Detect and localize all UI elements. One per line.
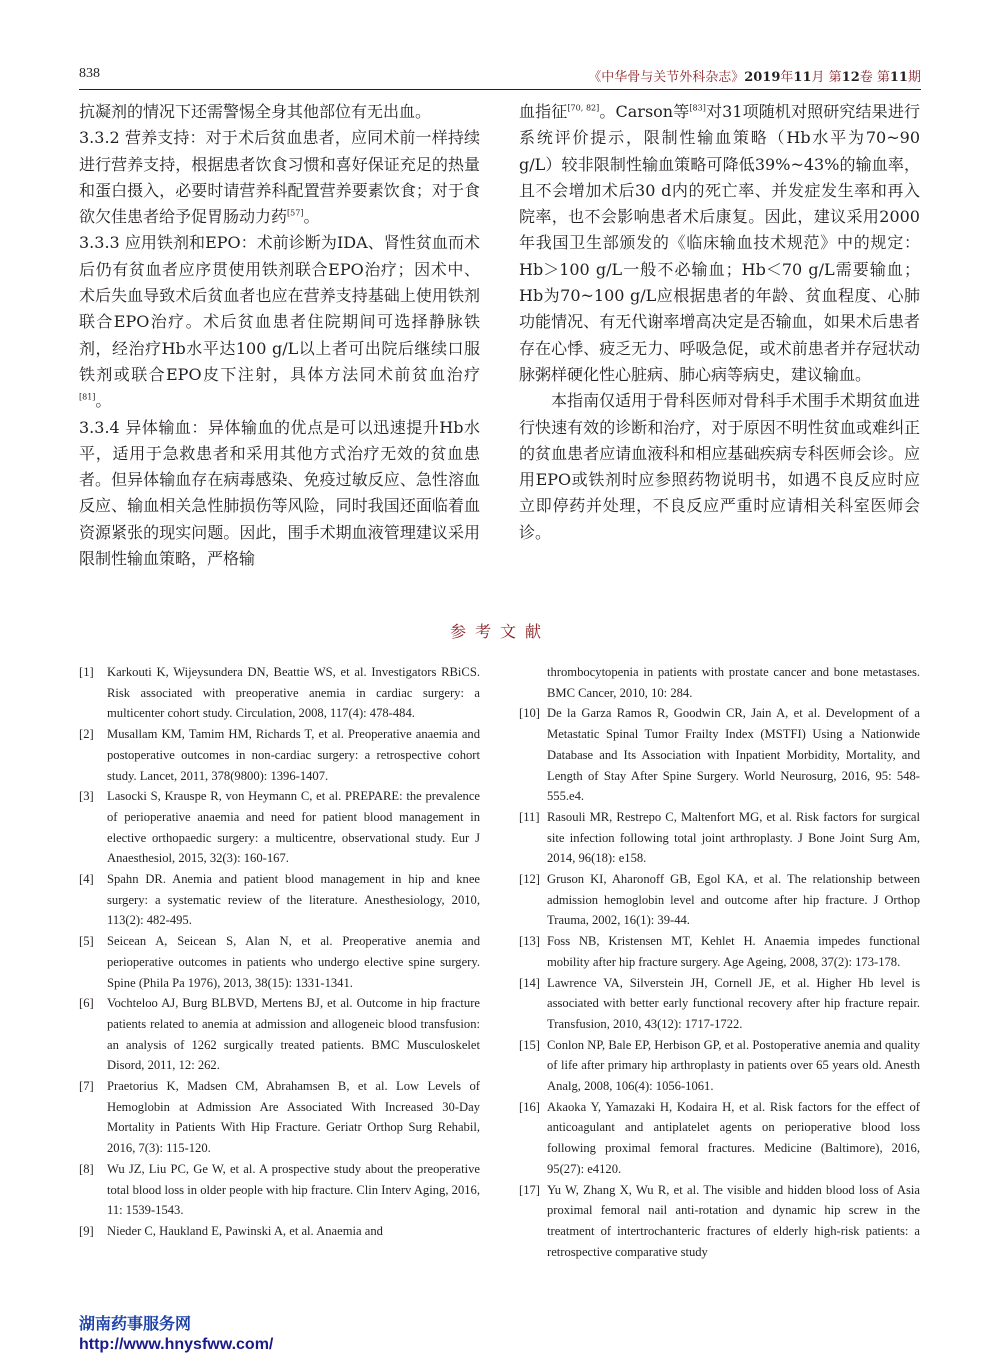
reference-item — [79, 786, 480, 869]
reference-text: Gruson KI, Aharonoff GB, Egol KA, et al. The relationship between admission hemoglobin level and outcome after hip fracture. J Orthop Trauma, 2002, 16(1): 39-44. — [547, 872, 920, 928]
reference-number: [5] — [79, 934, 94, 949]
reference-item — [519, 1035, 920, 1097]
month-unit: 月 第 — [811, 70, 842, 85]
watermark-name: 湖南药事服务网 — [79, 1316, 192, 1333]
body-paragraph — [79, 415, 480, 573]
issue-number: 11 — [889, 70, 908, 85]
reference-number: [1] — [79, 665, 94, 679]
paragraph-text: 对31项随机对照研究结果进行系统评价提示，限制性输血策略（Hb水平为70~90 g/L）较非限制性输血策略可降低39%~43%的输血率，且不会增加术后30 d内的死亡率、并发症发生率和再入院率，也不会影响患者术后康复。因此，建议采用2000年我国卫生部颁发的《临床输血技术规范》中的规定：Hb＞100 g/L一般不必输血；Hb＜70 g/L需要输血；Hb为70~100 g/L应根据患者的年龄、贫血程度、心肺功能情况、有无代谢率增高决定是否输血，如果术后患者存在心悸、疲乏无力、呼吸急促，或术前患者并存冠状动脉粥样硬化性心脏病、肺心病等病史，建议输血。 — [519, 102, 920, 384]
reference-item — [79, 1221, 480, 1242]
issue-volume: 12 — [841, 70, 860, 85]
reference-item — [79, 931, 480, 993]
reference-item — [519, 1097, 920, 1180]
reference-item — [519, 869, 920, 931]
issue-month: 11 — [793, 70, 812, 85]
issue-year: 2019 — [744, 70, 781, 85]
citation-superscript: [70, 82] — [567, 103, 600, 113]
reference-number: [6] — [79, 996, 94, 1011]
reference-text: Praetorius K, Madsen CM, Abrahamsen B, et al. Low Levels of Hemoglobin at Admission Are Associated With Increased 30-Day Mortality in Patients With Hip Fracture. Geriatr Orthop Surg Rehabil, 2016, 7(3): 115-120. — [107, 1079, 480, 1156]
paragraph-text: 3.3.3 应用铁剂和EPO：术前诊断为IDA、肾性贫血而术后仍有贫血者应序贯使用铁剂联合EPO治疗；因术中、术后失血导致术后贫血者也应在营养支持基础上使用铁剂联合EPO治疗。术后贫血患者住院期间可选择静脉铁剂，经治疗Hb水平达100 g/L以上者可出院后继续口服铁剂或联合EPO皮下注射，具体方法同术前贫血治疗 — [79, 233, 480, 384]
body-column-right — [519, 99, 920, 546]
reference-item — [79, 869, 480, 931]
reference-item — [79, 1076, 480, 1159]
watermark-url[interactable]: http://www.hnysfww.com/ — [79, 1336, 274, 1353]
reference-text: Foss NB, Kristensen MT, Kehlet H. Anaemia impedes functional mobility after hip fracture surgery. Age Ageing, 2008, 37(2): 173-178. — [547, 934, 920, 969]
reference-text: Conlon NP, Bale EP, Herbison GP, et al. Postoperative anemia and quality of life after primary hip arthroplasty in patients over 65 years old. Anesth Analg, 2008, 106(4): 1056-1061. — [547, 1037, 920, 1094]
issue-unit: 期 — [907, 70, 921, 85]
reference-text: Rasouli MR, Restrepo C, Maltenfort MG, et al. Risk factors for surgical site infection following total joint arthroplasty. J Bone Joint Surg Am, 2014, 96(18): e158. — [547, 809, 920, 866]
reference-item — [519, 931, 920, 972]
watermark — [79, 1315, 273, 1355]
reference-number: [10] — [519, 706, 540, 721]
paragraph-text: 。 — [95, 391, 112, 411]
citation-superscript: [81] — [79, 392, 96, 402]
reference-number: [14] — [519, 975, 540, 990]
reference-item — [79, 662, 480, 724]
reference-item — [519, 807, 920, 869]
reference-text: Lawrence VA, Silverstein JH, Cornell JE, et al. Higher Hb level is associated with better early functional recovery after hip fracture repair. Transfusion, 2010, 43(12): 1717-1722. — [547, 975, 920, 1031]
reference-item-continued — [519, 662, 920, 703]
reference-number: [9] — [79, 1223, 94, 1238]
reference-text: Yu W, Zhang X, Wu R, et al. The visible and hidden blood loss of Asia proximal femoral nail anti-rotation and dynamic hip screw in the treatment of intertrochanteric fractures of elderly high-risk patients: a retrospective comparative study — [547, 1182, 920, 1259]
reference-number: [16] — [519, 1099, 540, 1114]
reference-list-right — [519, 662, 920, 1262]
body-paragraph — [519, 99, 920, 388]
reference-number: [4] — [79, 872, 94, 887]
reference-text: Spahn DR. Anemia and patient blood management in hip and knee surgery: a systematic review of the literature. Anesthesiology, 2010, 113(2): 482-495. — [107, 872, 480, 928]
body-paragraph — [79, 230, 480, 414]
reference-number: [7] — [79, 1079, 94, 1094]
journal-name: 《中华骨与关节外科杂志》 — [588, 70, 745, 85]
running-header — [588, 66, 921, 85]
reference-text: Seicean A, Seicean S, Alan N, et al. Preoperative anemia and perioperative outcomes in patients who undergo elective spine surgery. Spine (Phila Pa 1976), 2013, 38(15): 1331-1341. — [107, 934, 480, 990]
reference-number: [11] — [519, 809, 540, 824]
body-paragraph — [79, 125, 480, 230]
reference-list-left — [79, 662, 480, 1242]
reference-item — [519, 973, 920, 1035]
header-rule — [79, 89, 921, 90]
body-paragraph — [79, 99, 480, 125]
reference-item — [79, 993, 480, 1076]
references-heading: 参考文献 — [449, 622, 550, 641]
reference-text: Akaoka Y, Yamazaki H, Kodaira H, et al. Risk factors for the effect of anticoagulant and antiplatelet agents on perioperative blood loss following proximal femoral fractures. Medicine (Baltimore), 2016, 95(27): e4120. — [547, 1099, 920, 1176]
paragraph-text: 3.3.2 营养支持：对于术后贫血患者，应同术前一样持续进行营养支持，根据患者饮食习惯和喜好保证充足的热量和蛋白摄入，必要时请营养科配置营养要素饮食；对于食欲欠佳患者给予促胃肠动力药 — [79, 128, 480, 227]
body-paragraph: 本指南仅适用于骨科医师对骨科手术围手术期贫血进行快速有效的诊断和治疗，对于原因不明性贫血或难纠正的贫血患者应请血液科和相应基础疾病专科医师会诊。应用EPO或铁剂时应参照药物说明书，如遇不良反应时应立即停药并处理，不良反应严重时应请相关科室医师会诊。 — [519, 391, 920, 542]
reference-item — [79, 1159, 480, 1221]
paragraph-text: 血指征 — [519, 102, 568, 121]
reference-text: De la Garza Ramos R, Goodwin CR, Jain A, et al. Development of a Metastatic Spinal Tumor Frailty Index (MSTFI) Using a Nationwide Database and Its Association with Inpatient Morbidity, Mortality, and Length of Stay After Spine Surgery. World Neurosurg, 2016, 95: 548-555.e4. — [547, 706, 920, 804]
reference-text: Wu JZ, Liu PC, Ge W, et al. A prospective study about the preoperative total blood loss in older people with hip fracture. Clin Interv Aging, 2016, 11: 1539-1543. — [107, 1161, 480, 1218]
reference-item — [519, 1180, 920, 1263]
paragraph-text: 抗凝剂的情况下还需警惕全身其他部位有无出血。 — [79, 102, 432, 121]
reference-number: [12] — [519, 872, 540, 887]
citation-superscript: [83] — [689, 103, 706, 113]
year-unit: 年 — [780, 70, 794, 85]
citation-superscript: [57] — [287, 208, 304, 218]
paragraph-text: 。 — [303, 207, 320, 227]
reference-number: [15] — [519, 1037, 540, 1052]
body-column-left — [79, 99, 480, 572]
reference-number: [3] — [79, 789, 94, 804]
reference-item — [519, 703, 920, 807]
reference-item — [79, 724, 480, 786]
reference-text: Lasocki S, Krauspe R, von Heymann C, et al. PREPARE: the prevalence of perioperative anaemia and need for patient blood management in elective orthopaedic surgery: a multicentre, observational study. Eur J Anaesthesiol, 2015, 32(3): 160-167. — [107, 789, 480, 866]
reference-text: thrombocytopenia in patients with prostate cancer and bone metastases. BMC Cancer, 2010, 10: 284. — [547, 665, 920, 700]
paragraph-text: 3.3.4 异体输血：异体输血的优点是可以迅速提升Hb水平，适用于急救患者和采用其他方式治疗无效的贫血患者。但异体输血存在病毒感染、免疫过敏反应、急性溶血反应、输血相关急性肺损伤等风险，同时我国还面临着血资源紧张的现实问题。因此，围手术期血液管理建议采用限制性输血策略，严格输 — [79, 417, 480, 569]
reference-text: Vochteloo AJ, Burg BLBVD, Mertens BJ, et al. Outcome in hip fracture patients related to anemia at admission and allogeneic blood transfusion: an analysis of 1262 surgically treated patients. BMC Musculoskelet Disord, 2011, 12: 262. — [107, 996, 480, 1073]
reference-number: [17] — [519, 1182, 540, 1197]
reference-text: Nieder C, Haukland E, Pawinski A, et al. Anaemia and — [107, 1223, 383, 1238]
volume-unit: 卷 第 — [859, 70, 890, 85]
reference-number: [8] — [79, 1161, 94, 1176]
reference-number: [2] — [79, 727, 94, 742]
reference-number: [13] — [519, 934, 540, 949]
reference-text: Musallam KM, Tamim HM, Richards T, et al. Preoperative anaemia and postoperative outcomes in non-cardiac surgery: a retrospective cohort study. Lancet, 2011, 378(9800): 1396-1407. — [107, 727, 480, 783]
page-number: 838 — [79, 66, 100, 81]
paragraph-text: 。Carson等 — [599, 102, 690, 121]
reference-text: Karkouti K, Wijeysundera DN, Beattie WS, et al. Investigators RBiCS. Risk associated with preoperative anemia in cardiac surgery: a multicenter cohort study. Circulation, 2008, 117(4): 478-484. — [107, 665, 480, 721]
